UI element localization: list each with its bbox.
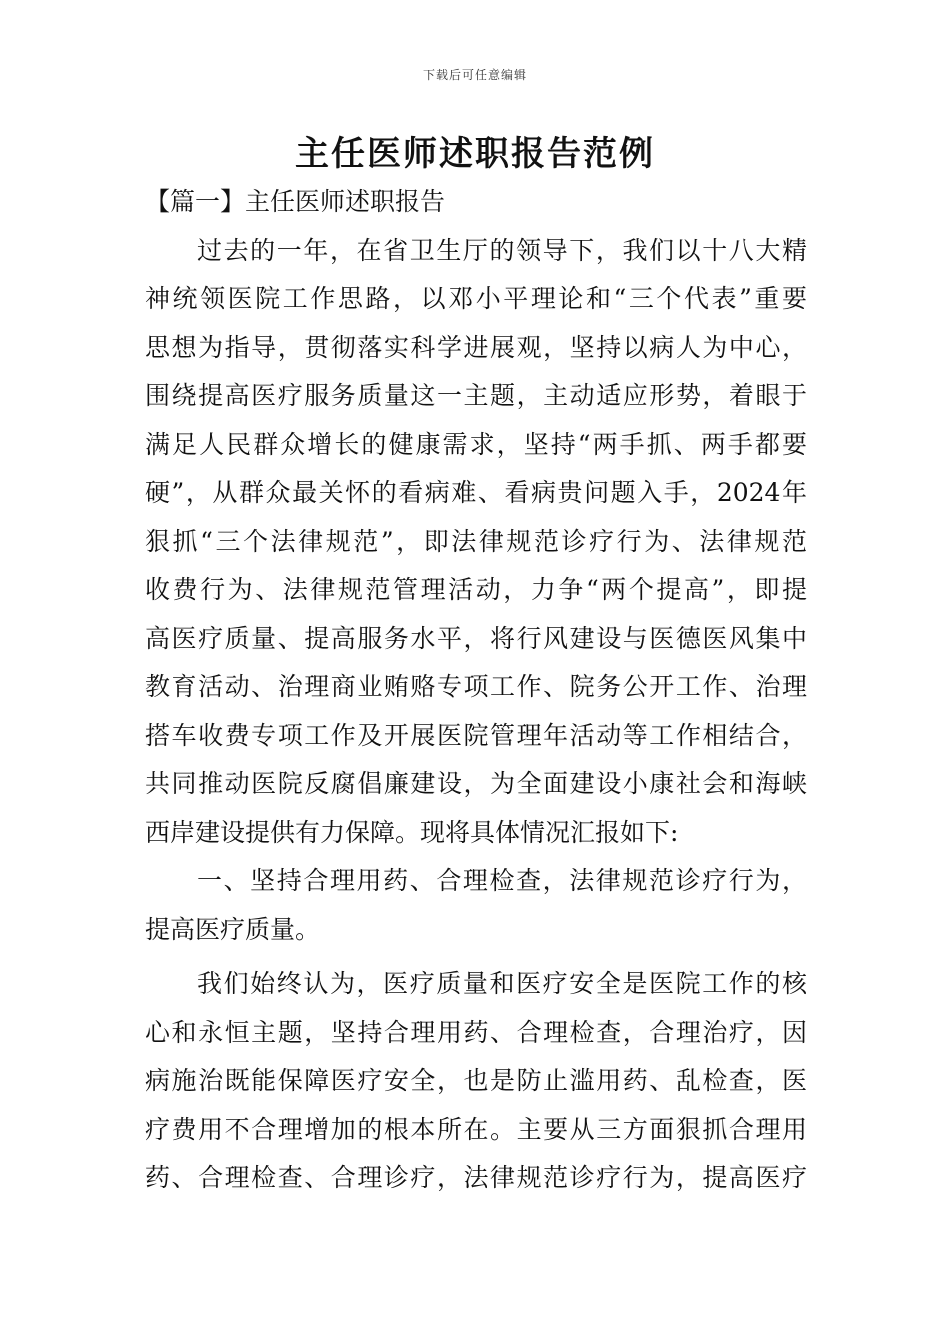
section-label: 【篇一】主任医师述职报告 bbox=[145, 187, 446, 216]
paragraph-line: 收费行为、法律规范管理活动，力争“两个提高”，即提 bbox=[145, 575, 807, 604]
paragraph-line: 狠抓“三个法律规范”，即法律规范诊疗行为、法律规范 bbox=[145, 526, 807, 556]
paragraph-line: 一、坚持合理用药、合理检查，法律规范诊疗行为， bbox=[197, 866, 807, 895]
paragraph-line: 高医疗质量、提高服务水平，将行风建设与医德医风集中 bbox=[145, 623, 807, 653]
paragraph-line: 西岸建设提供有力保障。现将具体情况汇报如下: bbox=[145, 817, 679, 847]
paragraph-line: 围绕提高医疗服务质量这一主题，主动适应形势，着眼于 bbox=[145, 381, 807, 410]
paragraph-line: 我们始终认为，医疗质量和医疗安全是医院工作的核 bbox=[197, 969, 807, 998]
paragraph-line: 提高医疗质量。 bbox=[145, 914, 321, 944]
paragraph-line: 思想为指导，贯彻落实科学进展观，坚持以病人为中心， bbox=[145, 332, 807, 362]
header-note: 下载后可任意编辑 bbox=[422, 68, 527, 82]
paragraph-line: 教育活动、治理商业贿赂专项工作、院务公开工作、治理 bbox=[145, 672, 807, 701]
paragraph-line: 过去的一年，在省卫生厅的领导下，我们以十八大精 bbox=[197, 235, 807, 265]
paragraph-line: 药、合理检查、合理诊疗，法律规范诊疗行为，提高医疗 bbox=[145, 1163, 807, 1192]
paragraph-line: 满足人民群众增长的健康需求，坚持“两手抓、两手都要 bbox=[145, 429, 807, 459]
paragraph-line: 病施治既能保障医疗安全，也是防止滥用药、乱检查，医 bbox=[145, 1066, 807, 1095]
paragraph-line: 神统领医院工作思路，以邓小平理论和“三个代表”重要 bbox=[145, 284, 807, 313]
paragraph-line: 心和永恒主题，坚持合理用药、合理检查，合理治疗，因 bbox=[145, 1017, 807, 1047]
document-body bbox=[145, 178, 807, 1203]
paragraph-line: 硬”，从群众最关怀的看病难、看病贵问题入手，2024年 bbox=[145, 478, 807, 507]
paragraph-line: 疗费用不合理增加的根本所在。主要从三方面狠抓合理用 bbox=[145, 1114, 807, 1144]
page-title: 主任医师述职报告范例 bbox=[295, 134, 655, 174]
paragraph-line: 搭车收费专项工作及开展医院管理年活动等工作相结合， bbox=[145, 720, 807, 750]
paragraph-line: 共同推动医院反腐倡廉建设，为全面建设小康社会和海峡 bbox=[145, 769, 807, 798]
